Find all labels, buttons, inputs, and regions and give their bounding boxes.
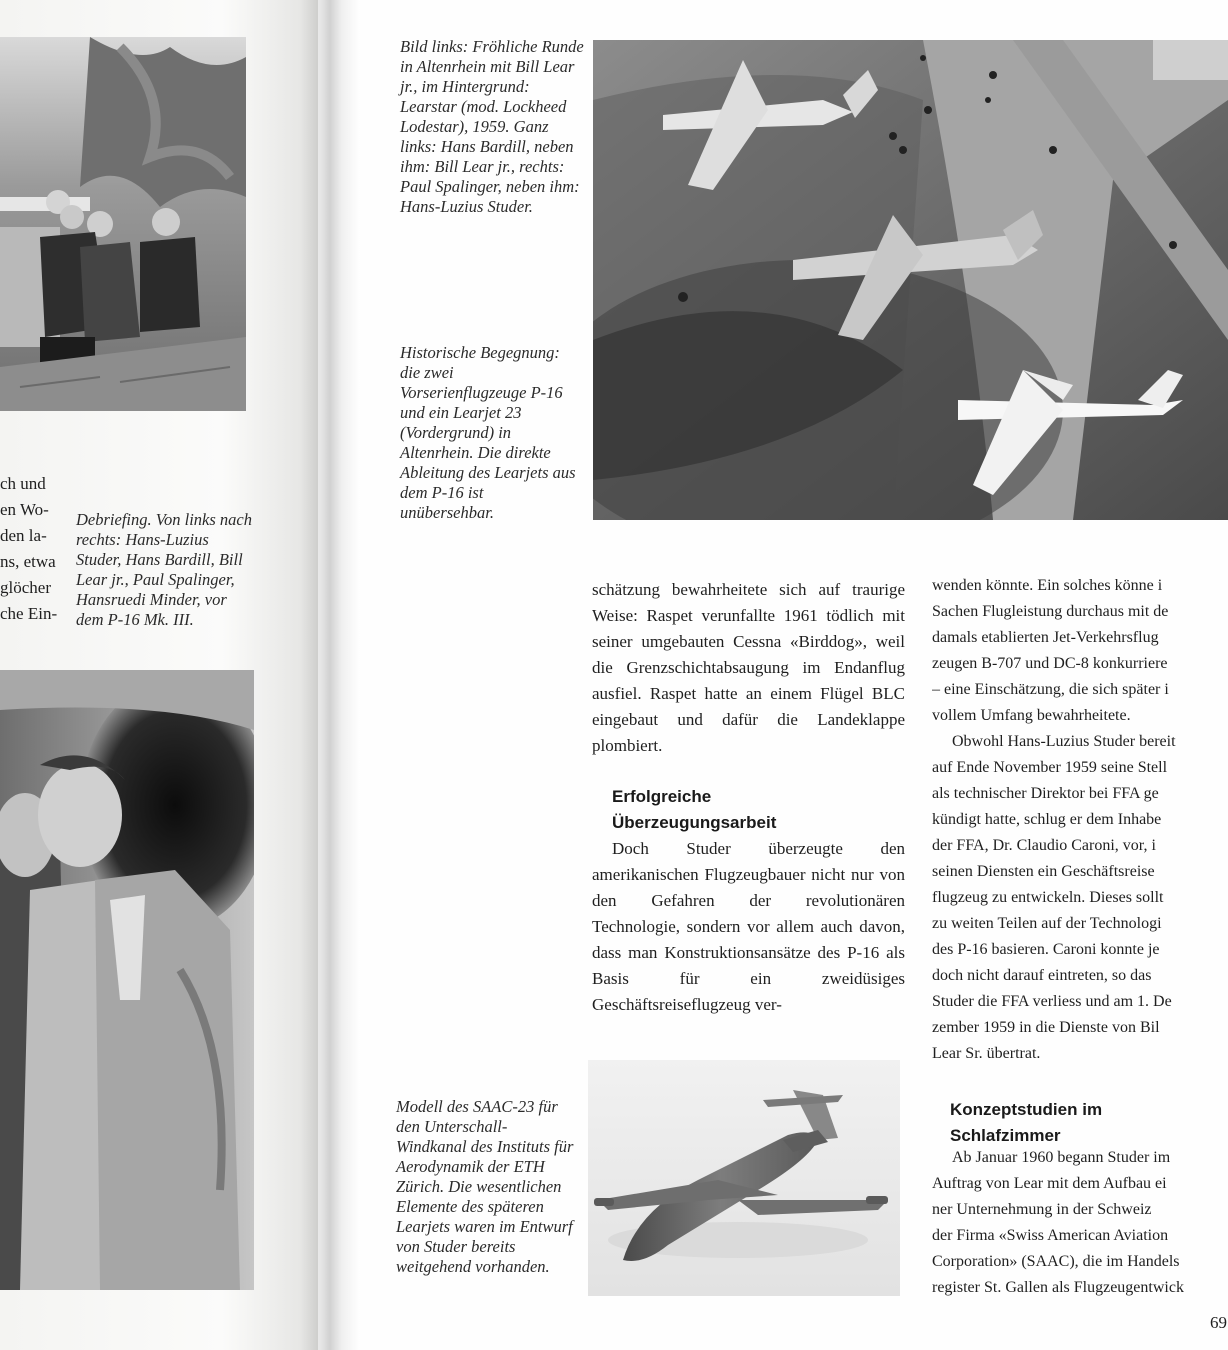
left-page [0,0,318,1350]
text-line: doch nicht darauf eintreten, so das [932,967,1152,984]
paragraph: schätzung bewahrheitete sich auf traurige Weise: Raspet verunfallte 1961 tödlich mit seiner umgebauten Cessna «Birddog», weil die Grenzschichtabsaugung im Endanflug ausfiel. Raspet hatte an einem Flügel BLC eingebaut und dafür die Landeklappe plombiert. [592,580,905,755]
text-line: Obwohl Hans-Luzius Studer bereit [952,733,1176,750]
text-line: damals etablierten Jet-Verkehrsflug [932,629,1159,646]
text-column-1-part-2 [592,836,905,1018]
text-line: der FFA, Dr. Claudio Caroni, vor, i [932,837,1156,854]
text-line: wenden könnte. Ein solches könne i [932,577,1163,594]
text-line: als technischer Direktor bei FFA ge [932,785,1159,802]
text-line: register St. Gallen als Flugzeugentwick [932,1279,1184,1296]
text-line: Lear Sr. übertrat. [932,1045,1041,1062]
text-line: zeugen B-707 und DC-8 konkurriere [932,655,1168,672]
text-line: kündigt hatte, schlug er dem Inhabe [932,811,1162,828]
caption-debriefing: Debriefing. Von links nach rechts: Hans-Luzius Studer, Hans Bardill, Bill Lear jr., Paul Spalinger, Hansruedi Minder, vor dem P-16 Mk. III. [76,510,252,629]
caption-historische-begegnung: Historische Begegnung: die zwei Vorserienflugzeuge P-16 und ein Learjet 23 (Vordergrund) in Altenrhein. Die direkte Ableitung des Learjets aus dem P-16 ist unübersehbar. [400,343,576,522]
text-line: der Firma «Swiss American Aviation [932,1227,1169,1244]
text-line: auf Ende November 1959 seine Stell [932,759,1168,776]
text-line: Sachen Flugleistung durchaus mit de [932,603,1169,620]
photo-group-altenrhein [0,37,246,411]
text-line: Ab Januar 1960 begann Studer im [952,1149,1171,1166]
left-text-fragment: ns, etwa [0,552,56,571]
text-line: – eine Einschätzung, die sich später i [932,681,1169,698]
text-line: zember 1959 in die Dienste von Bil [932,1019,1160,1036]
heading-erfolgreiche-ueberzeugungsarbeit: Erfolgreiche Überzeugungsarbeit [612,787,777,832]
text-line: Auftrag von Lear mit dem Aufbau ei [932,1175,1167,1192]
left-text-fragment: ch und [0,474,46,493]
text-column-1-part-1 [592,577,905,759]
photo-saac23-model [588,1060,900,1296]
text-line: vollem Umfang bewahrheitete. [932,707,1131,724]
left-text-fragment: che Ein- [0,604,58,623]
book-gutter-shadow [300,0,360,1350]
left-text-fragment: glöcher [0,578,51,597]
text-line: seinen Diensten ein Geschäftsreise [932,863,1155,880]
photo-aircraft-aerial [593,40,1228,520]
caption-bild-links: Bild links: Fröhliche Runde in Altenrhein mit Bill Lear jr., im Hintergrund: Learstar (mod. Lockheed Lodestar), 1959. Ganz links: Hans Bardill, neben ihm: Bill Lear jr., rechts: Paul Spalinger, neben ihm: Hans-Luzius Studer. [400,37,584,216]
photo-debriefing [0,670,254,1290]
left-text-fragment: en Wo- [0,500,49,519]
text-line: flugzeug zu entwickeln. Dieses sollt [932,889,1164,906]
text-line: Studer die FFA verliess und am 1. De [932,993,1172,1010]
text-line: Corporation» (SAAC), die im Handels [932,1253,1180,1270]
text-column-2 [932,577,1228,1297]
left-text-fragment: den la- [0,526,47,545]
page-number: 69 [1210,1313,1227,1332]
text-line: zu weiten Teilen auf der Technologi [932,915,1162,932]
heading-konzeptstudien: Konzeptstudien im Schlafzimmer [950,1100,1103,1145]
paragraph: Doch Studer überzeugte den amerikanischen Flugzeugbauer nicht nur von den Gefahren der revolutionären Technologie, sondern vor allem auch davon, dass man Konstruktionsansätze des P-16 als Basis für ein zweidüsiges Geschäftsreiseflugzeug ver- [592,839,905,1014]
text-line: ner Unternehmung in der Schweiz [932,1201,1152,1218]
text-line: des P-16 basieren. Caroni konnte je [932,941,1160,958]
caption-modell-saac23: Modell des SAAC-23 für den Unterschall-Windkanal des Instituts für Aerodynamik der ETH Zürich. Die wesentlichen Elemente des späteren Learjets waren im Entwurf von Studer bereits weitgehend vorhanden. [396,1097,574,1276]
